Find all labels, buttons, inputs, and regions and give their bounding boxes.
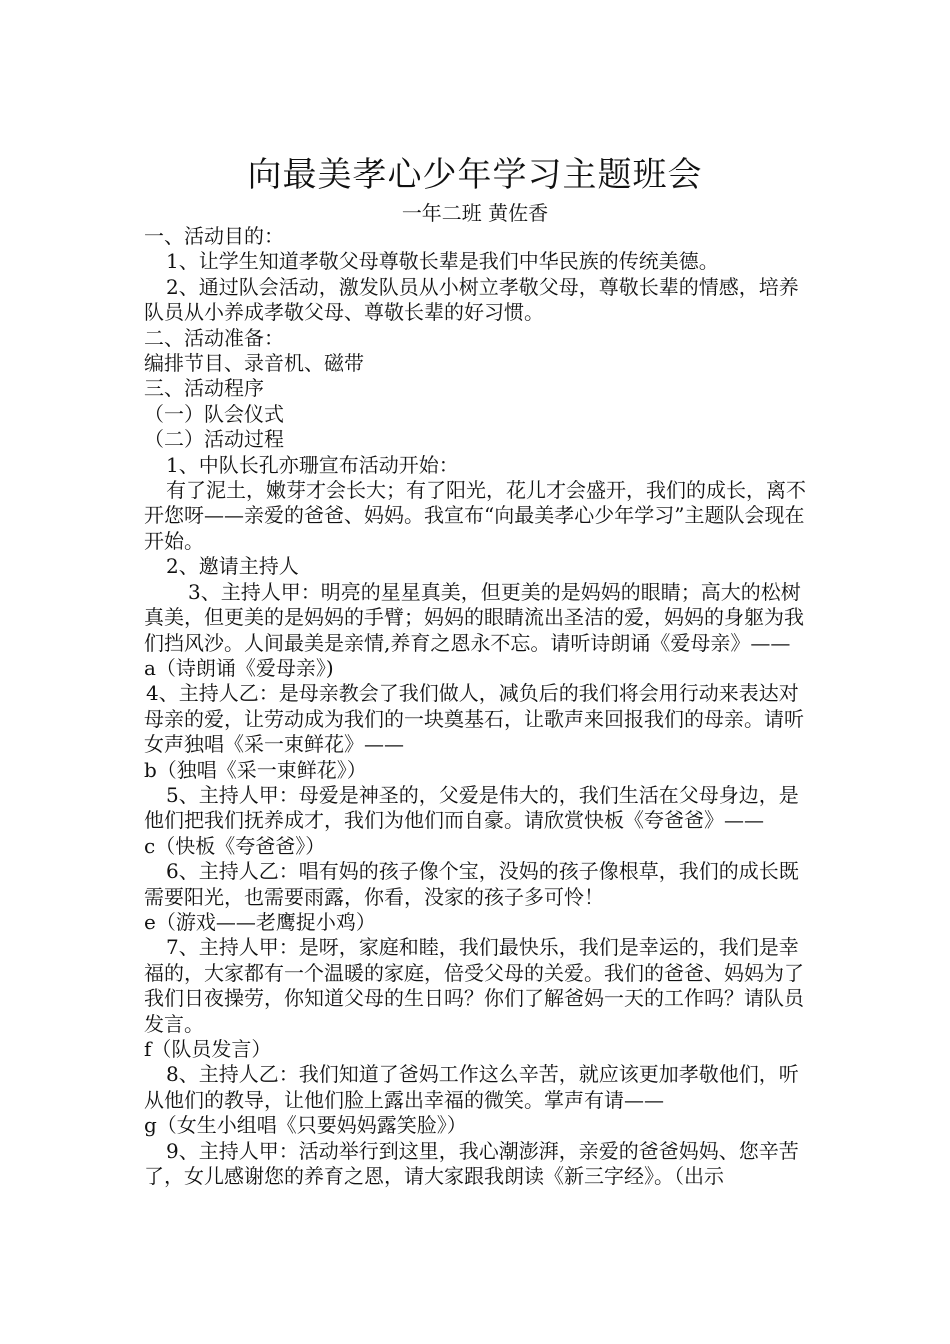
section-heading: 一、活动目的： <box>144 224 284 248</box>
paragraph: 8、主持人乙：我们知道了爸妈工作这么辛苦，就应该更加孝敬他们，听从他们的教导，让他们脸上露出幸福的微笑。掌声有请—— <box>144 1062 799 1112</box>
paragraph: 5、主持人甲：母爱是神圣的，父爱是伟大的，我们生活在父母身边，是他们把我们抚养成才，我们为他们而自豪。请欣赏快板《夸爸爸》—— <box>144 782 799 833</box>
paragraph: 2、邀请主持人 <box>166 554 299 579</box>
paragraph: 7、主持人甲：是呀，家庭和睦，我们最快乐，我们是幸运的，我们是幸福的，大家都有一个温暖的家庭，倍受父母的关爱。我们的爸爸、妈妈为了我们日夜操劳，你知道父母的生日吗？你们了解爸妈一天的工作吗？请队员发言。 <box>144 935 804 1036</box>
paragraph: 1、让学生知道孝敬父母尊敬长辈是我们中华民族的传统美德。 <box>166 249 719 274</box>
document-author: 一年二班 黄佐香 <box>401 201 549 225</box>
program-item: c（快板《夸爸爸》） <box>144 833 326 858</box>
program-item: f（队员发言） <box>144 1037 272 1061</box>
program-item: b（独唱《采一束鲜花》） <box>144 757 367 782</box>
paragraph: 3、主持人甲：明亮的星星真美，但更美的是妈妈的眼睛；高大的松树真美，但更美的是妈妈的手臂；妈妈的眼睛流出圣洁的爱，妈妈的身躯为我们挡风沙。人间最美是亲情,养育之恩永不忘。请听诗朗诵《爱母亲》—— <box>144 579 804 655</box>
section-heading: 三、活动程序 <box>144 376 264 401</box>
program-item: g（女生小组唱《只要妈妈露笑脸》） <box>144 1113 467 1138</box>
paragraph: 6、主持人乙：唱有妈的孩子像个宝，没妈的孩子像根草，我们的成长既需要阳光，也需要雨露，你看，没家的孩子多可怜！ <box>144 859 799 909</box>
program-item: a（诗朗诵《爱母亲》) <box>144 655 334 680</box>
section-heading: 二、活动准备： <box>144 325 284 350</box>
paragraph: 9、主持人甲：活动举行到这里，我心潮澎湃，亲爱的爸爸妈妈、您辛苦了，女儿感谢您的养育之恩，请大家跟我朗读《新三字经》。（出示 <box>144 1138 799 1189</box>
subsection-heading: （一）队会仪式 <box>144 401 284 426</box>
subsection-heading: （二）活动过程 <box>144 427 284 452</box>
paragraph: 4、主持人乙：是母亲教会了我们做人，减负后的我们将会用行动来表达对母亲的爱，让劳动成为我们的一块奠基石，让歌声来回报我们的母亲。请听女声独唱《采一束鲜花》—— <box>144 681 804 757</box>
paragraph: 有了泥土，嫩芽才会长大；有了阳光，花儿才会盛开，我们的成长，离不开您呀——亲爱的爸爸、妈妈。我宣布“向最美孝心少年学习”主题队会现在开始。 <box>144 478 806 553</box>
paragraph: 1、中队长孔亦珊宣布活动开始： <box>166 452 459 477</box>
paragraph: 2、通过队会活动，激发队员从小树立孝敬父母，尊敬长辈的情感，培养队员从小养成孝敬父母、尊敬长辈的好习惯。 <box>144 274 799 325</box>
paragraph: 编排节目、录音机、磁带 <box>144 351 364 376</box>
document-title: 向最美孝心少年学习主题班会 <box>247 155 703 195</box>
document-body <box>144 224 812 1189</box>
program-item: e（游戏——老鹰捉小鸡） <box>144 909 376 934</box>
